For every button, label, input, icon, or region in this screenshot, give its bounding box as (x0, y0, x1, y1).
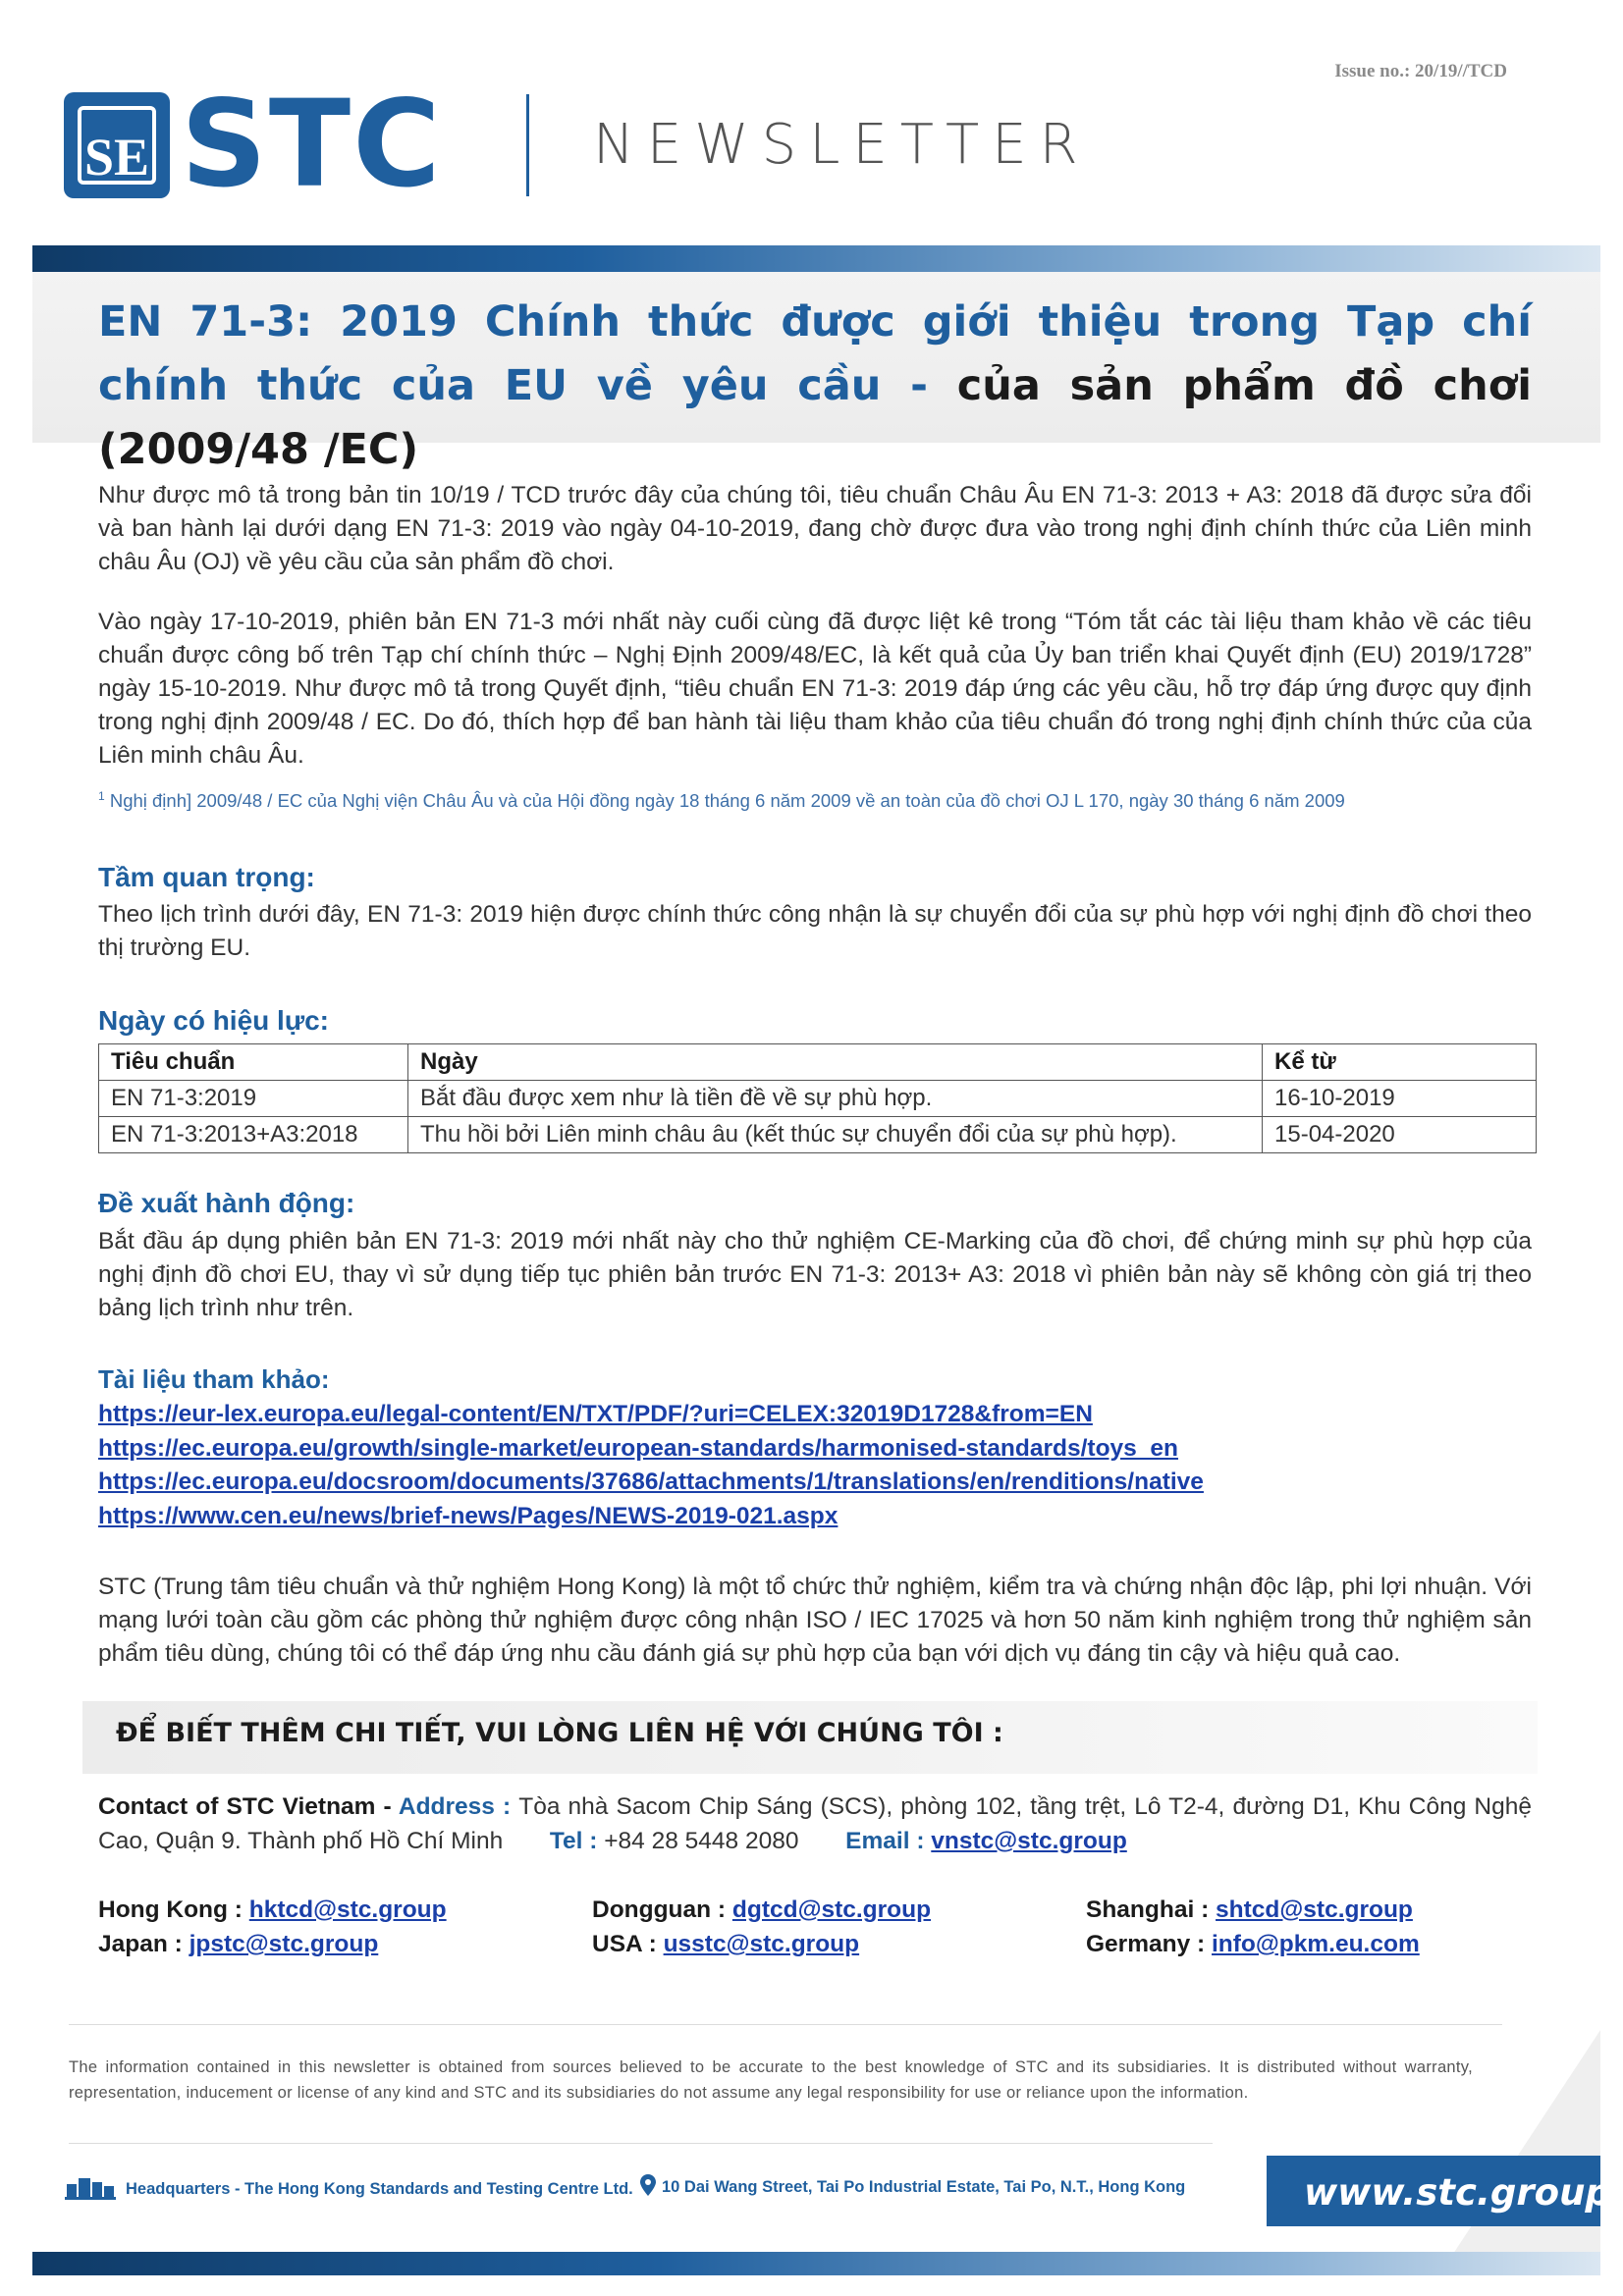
office-label: Germany : (1086, 1931, 1212, 1957)
article-title (98, 291, 1532, 482)
office-label: Shanghai : (1086, 1896, 1217, 1923)
table-header-row (99, 1044, 1537, 1081)
office-label: Japan : (98, 1931, 189, 1957)
office-email-link[interactable]: usstc@stc.group (663, 1931, 860, 1957)
reference-link-4[interactable]: https://www.cen.eu/news/brief-news/Pages/NEWS-2019-021.aspx (98, 1502, 839, 1529)
footnote (98, 789, 1532, 812)
title-part-2: của sản phẩm đồ chơi (2009/48 /EC) (98, 361, 1532, 474)
newsletter-label: NEWSLETTER (593, 113, 1091, 177)
office-hong-kong (98, 1893, 447, 1927)
title-part-1: EN 71-3: 2019 Chính thức được giới thiệu trong Tạp chí chính thức của EU về yêu cầu - (98, 297, 1532, 410)
column-header-date: Ngày (408, 1044, 1263, 1081)
importance-heading: Tầm quan trọng: (98, 862, 315, 892)
column-header-since: Kể từ (1263, 1044, 1537, 1081)
hq-label: Headquarters - (126, 2179, 245, 2198)
action-text: Bắt đầu áp dụng phiên bản EN 71-3: 2019 mới nhất này cho thử nghiệm CE-Marking của đồ chơi, để chứng minh sự phù hợp của nghị định đồ chơi EU, thay vì sử dụng tiếp tục phiên bản trước EN 71-3: 2013+ A3: 2018 vì phiên bản này sẽ không còn giá trị theo bảng lịch trình như trên. (98, 1228, 1532, 1321)
office-email-link[interactable]: dgtcd@stc.group (731, 1896, 932, 1923)
office-usa (592, 1927, 931, 1961)
footer-gradient-bar (32, 2252, 1600, 2275)
location-pin-icon (640, 2174, 656, 2201)
tel-label: Tel : (549, 1828, 605, 1854)
building-icon (65, 2174, 116, 2205)
reference-link-1[interactable]: https://eur-lex.europa.eu/legal-content/EN/TXT/PDF/?uri=CELEX:32019D1728&from=EN (98, 1401, 1093, 1427)
effective-dates-table (98, 1043, 1537, 1153)
tel-number: +84 28 5448 2080 (604, 1828, 799, 1854)
vietnam-contact (98, 1789, 1532, 1858)
office-label: Hong Kong : (98, 1896, 249, 1923)
headquarters (65, 2174, 633, 2205)
office-column (1086, 1893, 1420, 1961)
issue-number: Issue no.: 20/19//TCD (1334, 61, 1507, 81)
logo-text: STC (181, 75, 443, 214)
table-cell: Thu hồi bởi Liên minh châu âu (kết thúc sự chuyển đổi của sự phù hợp). (408, 1117, 1263, 1153)
hq-address (640, 2174, 1185, 2201)
reference-link-3[interactable]: https://ec.europa.eu/docsroom/documents/37686/attachments/1/translations/en/renditions/native (98, 1468, 1204, 1495)
table-cell: EN 71-3:2019 (99, 1081, 408, 1117)
office-column (98, 1893, 447, 1961)
office-email-link[interactable]: jpstc@stc.group (189, 1931, 379, 1957)
table-row (99, 1081, 1537, 1117)
disclaimer: The information contained in this newsletter is obtained from sources believed to be accurate to the best knowledge of STC and its subsidiaries. It is distributed without warranty, representation, inducement or license of any kind and STC and its subsidiaries do not assume any legal responsibility for use or reliance upon the information. (69, 2058, 1473, 2102)
footer-divider (69, 2024, 1502, 2025)
office-email-link[interactable]: hktcd@stc.group (248, 1896, 447, 1923)
intro-paragraph-1: Như được mô tả trong bản tin 10/19 / TCD trước đây của chúng tôi, tiêu chuẩn Châu Âu EN 71-3: 2013 + A3: 2018 đã được sửa đổi và ban hành lại dưới dạng EN 71-3: 2019 vào ngày 04-10-2019, đang chờ được đưa vào trong nghị định chính thức của Liên minh châu Âu (OJ) về yêu cầu của sản phẩm đồ chơi. (98, 482, 1532, 575)
office-label: USA : (592, 1931, 664, 1957)
vietnam-email-link[interactable]: vnstc@stc.group (931, 1828, 1127, 1854)
header-divider (526, 94, 529, 196)
table-cell: Bắt đầu được xem như là tiền đề về sự phù hợp. (408, 1081, 1263, 1117)
address-text: Tòa nhà Sacom Chip Sáng (SCS), phòng 102, tầng trệt, Lô T2-4, đường D1, Khu Công Nghệ Cao, Quận 9. Thành phố Hồ Chí Minh (98, 1793, 1532, 1854)
office-germany (1086, 1927, 1420, 1961)
office-email-link[interactable]: info@pkm.eu.com (1212, 1931, 1420, 1957)
hq-name: The Hong Kong Standards and Testing Centre Ltd. (244, 2179, 633, 2198)
importance-text: Theo lịch trình dưới đây, EN 71-3: 2019 hiện được chính thức công nhận là sự chuyển đổi của sự phù hợp với nghị định đồ chơi theo thị trường EU. (98, 901, 1532, 961)
address-label: Address : (398, 1793, 519, 1820)
table-row (99, 1117, 1537, 1153)
contact-heading: ĐỂ BIẾT THÊM CHI TIẾT, VUI LÒNG LIÊN HỆ VỚI CHÚNG TÔI : (116, 1718, 1003, 1748)
about-stc-paragraph: STC (Trung tâm tiêu chuẩn và thử nghiệm Hong Kong) là một tổ chức thử nghiệm, kiểm tra và chứng nhận độc lập, phi lợi nhuận. Với mạng lưới toàn cầu gồm các phòng thử nghiệm được công nhận ISO / IEC 17025 và hơn 50 năm kinh nghiệm trong thử nghiệm sản phẩm tiêu dùng, chúng tôi có thể đáp ứng nhu cầu đánh giá sự phù hợp của bạn với dịch vụ đáng tin cậy và hiệu quả cao. (98, 1574, 1532, 1667)
stc-logo-icon: SE (64, 92, 170, 198)
table-cell: EN 71-3:2013+A3:2018 (99, 1117, 408, 1153)
office-email-link[interactable]: shtcd@stc.group (1216, 1896, 1413, 1923)
vietnam-contact-label: Contact of STC Vietnam - (98, 1793, 399, 1820)
reference-links (98, 1398, 1204, 1533)
intro-paragraph-2: Vào ngày 17-10-2019, phiên bản EN 71-3 mới nhất này cuối cùng đã được liệt kê trong “Tóm tắt các tài liệu tham khảo về các tiêu chuẩn được công bố trên Tạp chí chính thức – Nghị Định 2009/48/EC, là kết quả của Ủy ban triển khai Quyết định (EU) 2019/1728” ngày 15-10-2019. Như được mô tả trong Quyết định, “tiêu chuẩn EN 71-3: 2019 đáp ứng các yêu cầu, hỗ trợ đáp ứng được quy định trong nghị định 2009/48 / EC. Do đó, thích hợp để ban hành tài liệu tham khảo của tiêu chuẩn đó trong nghị định chính thức của của Liên minh châu Âu. (98, 609, 1532, 769)
office-column (592, 1893, 931, 1961)
table-cell: 15-04-2020 (1263, 1117, 1537, 1153)
footnote-mark: 1 (98, 789, 105, 803)
office-japan (98, 1927, 447, 1961)
effective-heading: Ngày có hiệu lực: (98, 1005, 329, 1036)
hq-address-text: 10 Dai Wang Street, Tai Po Industrial Estate, Tai Po, N.T., Hong Kong (662, 2177, 1186, 2196)
action-heading: Đề xuất hành động: (98, 1188, 355, 1218)
email-label: Email : (845, 1828, 932, 1854)
office-shanghai (1086, 1893, 1420, 1927)
table-cell: 16-10-2019 (1263, 1081, 1537, 1117)
reference-link-2[interactable]: https://ec.europa.eu/growth/single-market/european-standards/harmonised-standards/toys_en (98, 1434, 1179, 1462)
website-link[interactable]: www.stc.group (1304, 2171, 1611, 2214)
column-header-standard: Tiêu chuẩn (99, 1044, 408, 1081)
references-heading: Tài liệu tham khảo: (98, 1364, 330, 1394)
footer-divider-2 (69, 2143, 1213, 2144)
office-label: Dongguan : (592, 1896, 732, 1923)
footnote-text: Nghị định] 2009/48 / EC của Nghị viện Châu Âu và của Hội đồng ngày 18 tháng 6 năm 2009 về an toàn của đồ chơi OJ L 170, ngày 30 tháng 6 năm 2009 (109, 790, 1345, 812)
office-dongguan (592, 1893, 931, 1927)
header-gradient-bar (32, 245, 1600, 272)
